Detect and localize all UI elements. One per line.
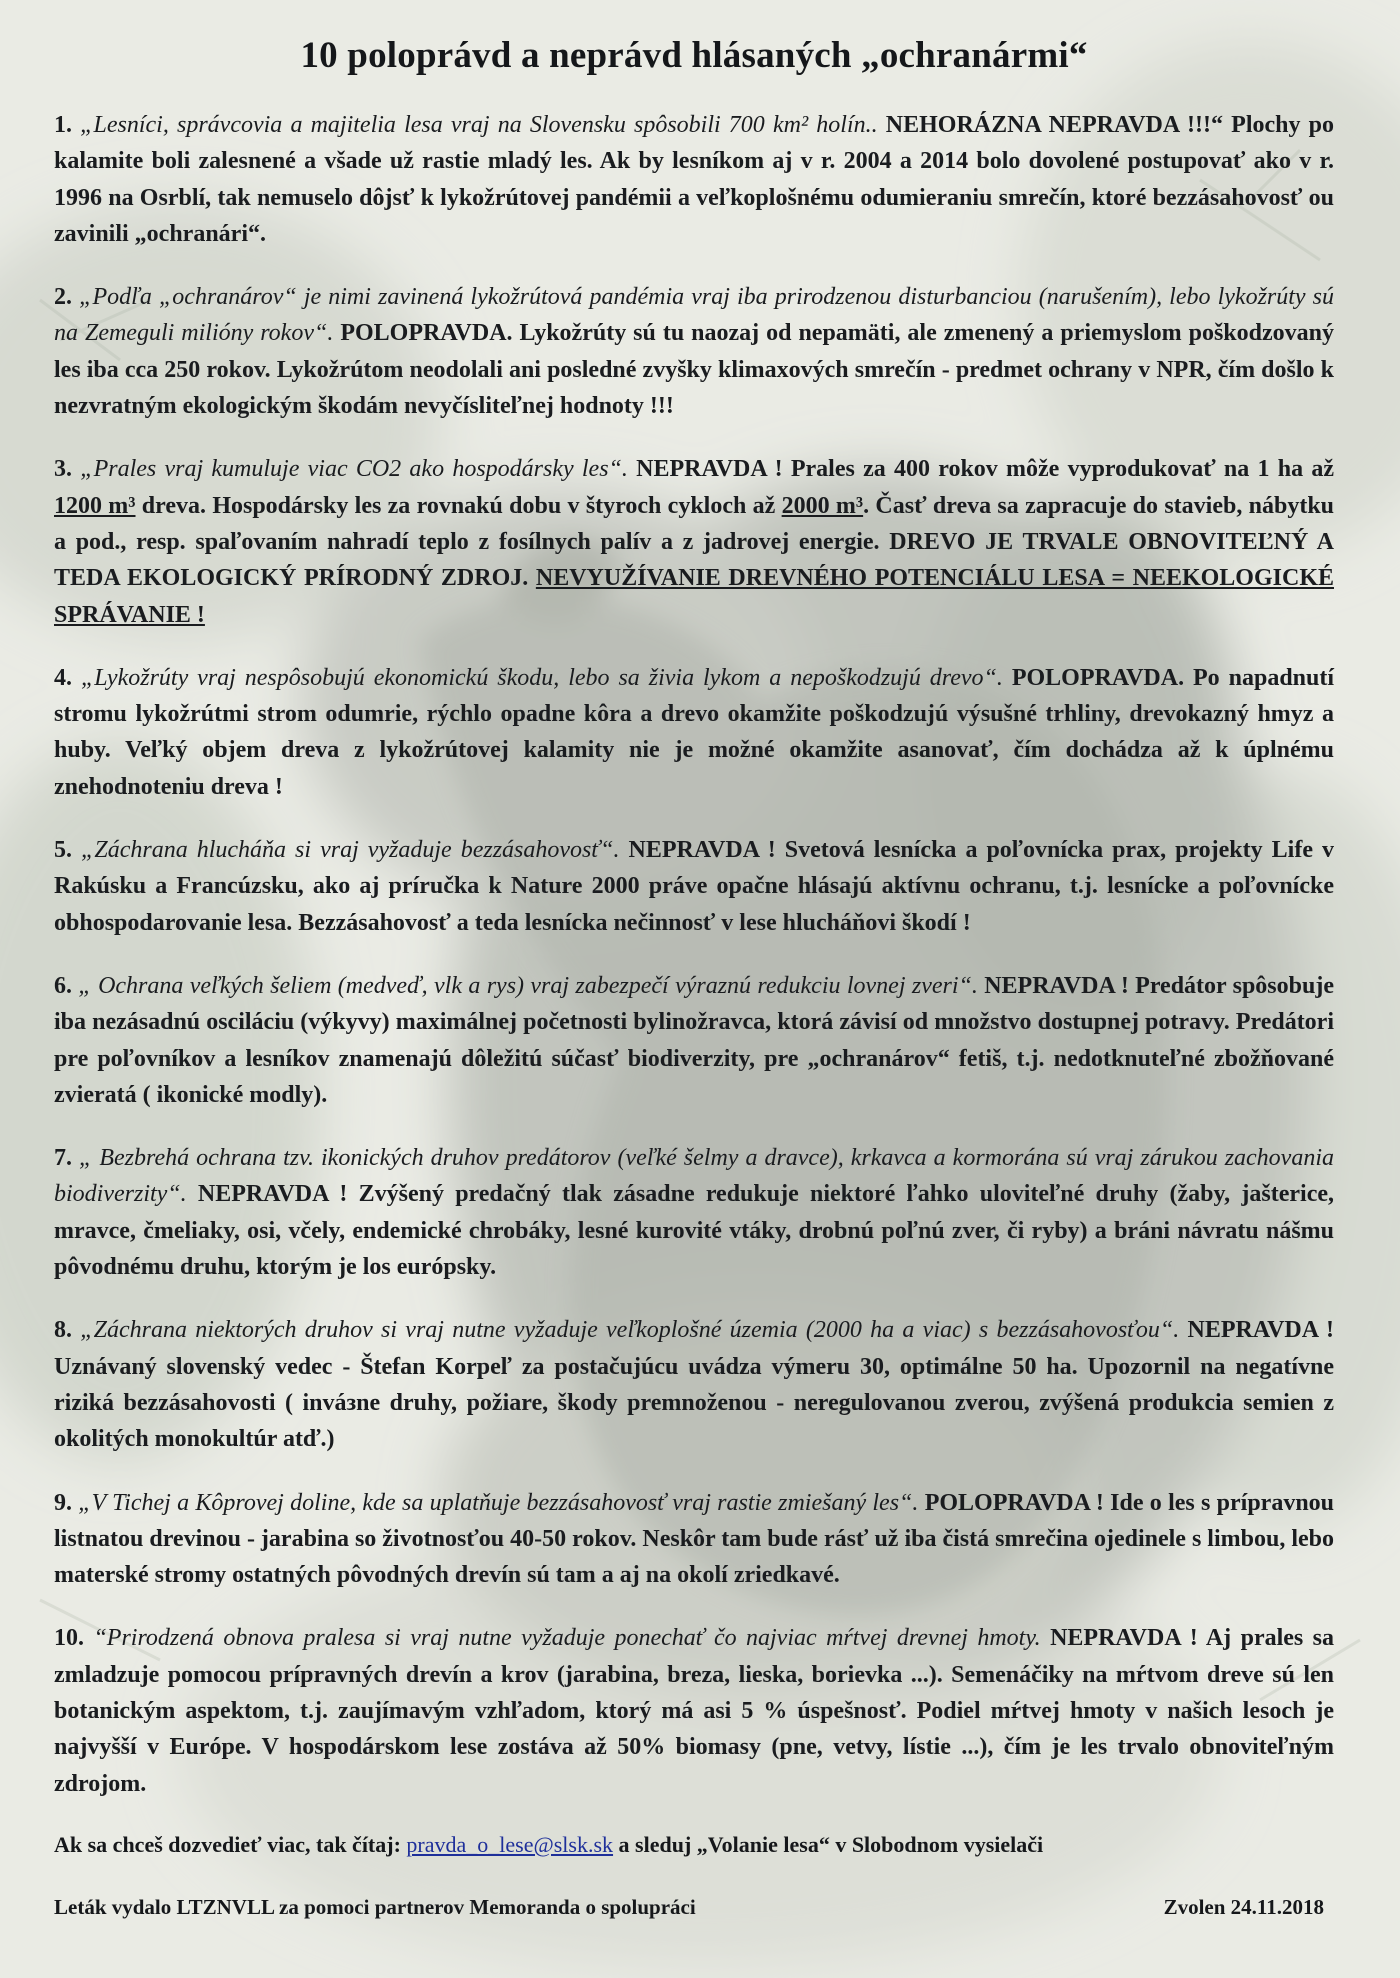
publisher-line [54,1895,1334,1920]
item-5 [54,832,1334,941]
rebuttal-text: NEPRAVDA ! Svetová lesnícka a poľovnícka prax, projekty Life v Rakúsku a Francúzsku, ako aj príručka k Nature 2000 práve opačne hlásajú aktívnu ochranu, t.j. lesnícke a poľovnícke obhospodarovanie lesa. Bezzásahovosť a teda lesnícka nečinnosť v lese hlucháňovi škodí ! [54,837,1334,936]
item-number: 3. [54,456,72,483]
rebuttal-text: NEPRAVDA ! Uznávaný slovenský vedec - Štefan Korpeľ za postačujúcu uvádza výmeru 30, optimálne 50 ha. Upozornil na negatívne riziká bezzásahovosti ( inváзne druhy, požiare, škody premnoženou - neregulovanou zverou, zvýšená produkcia semien z okolitých monokultúr atď.) [54,1317,1335,1453]
claim-quote: „Prales vraj kumuluje viac CO2 ako hospodársky les“. [80,456,628,483]
email-link[interactable]: pravda_o_lese@slsk.sk [406,1831,614,1857]
claim-quote: „V Tichej a Kôprovej doline, kde sa uplatňuje bezzásahovosť vraj rastie zmiešaný les“. [78,1489,919,1516]
page-title: 10 poloprávd a neprávd hlásaných „ochranármi“ [300,35,1088,76]
item-number: 9. [54,1489,72,1516]
rebuttal-text: dreva. Hospodársky les za rovnakú dobu v štyroch cykloch až [135,492,782,519]
claim-quote: „Záchrana niektorých druhov si vraj nutne vyžaduje veľkoplošné územia (2000 ha a viac) s bezzásahovosťou“. [80,1317,1180,1344]
item-number: 1. [54,112,72,138]
place-date: Zvolen 24.11.2018 [1163,1894,1324,1919]
item-7 [54,1140,1334,1285]
rebuttal-text: NEPRAVDA ! Predátor spôsobuje iba nezásadnú osciláciu (výkyvy) maximálnej početnosti bylinožravca, ktorá závisí od množstvo dostupnej potravy. Predátori pre poľovníkov a lesníkov znamenajú dôležitú súčasť biodiverzity, pre „ochranárov“ fetiš, t.j. nedotknuteľné zbožňované zvieratá ( ikonické modly). [54,972,1334,1108]
claim-quote: „Lesníci, správcovia a majitelia lesa vraj na Slovensku spôsobili 700 km² holín.. [80,112,878,138]
rebuttal-text: POLOPRAVDA. Po napadnutí stromu lykožrútmi strom odumrie, rýchlo opadne kôra a drevo okamžite poškodzujú výsušné trhliny, drevokazný hmyz a huby. Veľký objem dreva z lykožrútovej kalamity nie je možné okamžite asanovať, čím dochádza až k úplnému znehodnoteniu dreva ! [54,664,1335,800]
rebuttal-text: POLOPRAVDA. Lykožrúty sú tu naozaj od nepamäti, ale zmenený a priemyslom poškodzovaný les iba cca 250 rokov. Lykožrútom neodolali ani posledné zvyšky klimaxových smrečín - predmet ochrany v NPR, čím došlo k nezvratným ekologickým škodám nevyčísliteľnej hodnoty !!! [54,320,1334,420]
rebuttal-text: NEPRAVDA ! Zvýšený predačný tlak zásadne redukuje niektoré ľahko uloviteľné druhy (žaby, jašterice, mravce, čmeliaky, osi, včely, endemické chrobáky, lesné kurovité vtáky, drobnú poľnú zver, či ryby) a bráni návratu nášmu pôvodnému druhu, ktorým je los európsky. [54,1181,1334,1281]
item-6 [54,968,1334,1113]
item-number: 10. [54,1625,84,1652]
claim-quote: “Prirodzená obnova pralesa si vraj nutne vyžaduje ponechať čo najviac mŕtvej drevnej hmoty. [93,1625,1041,1652]
claim-quote: „ Bezbrehá ochrana tzv. ikonických druhov predátorov (veľké šelmy a dravce), krkavca a kormorána sú vraj zárukou zachovania biodiverzity“. [54,1145,1335,1208]
underlined-slogan: NEVYUŽÍVANIE DREVNÉHO POTENCIÁLU LESA = NEEKOLOGICKÉ SPRÁVANIE ! [54,565,1334,628]
rebuttal-text: . Časť dreva sa zapracuje do stavieb, nábytku a pod., resp. spaľovaním nahradí teplo z fosílnych palív a z jadrovej energie. DREVO JE TRVALE OBNOVITEĽNÝ A TEDA EKOLOGICKÝ PRÍRODNÝ ZDROJ. [54,492,1335,592]
item-number: 5. [54,837,72,864]
item-number: 6. [54,972,72,999]
more-info-line [54,1829,1334,1861]
claim-quote: „Podľa „ochranárov“ je nimi zavinená lykožrútová pandémia vraj iba prirodzenou disturbanciou (narušením), lebo lykožrúty sú na Zemeguli milióny rokov“. [54,284,1335,347]
rebuttal-text: NEHORÁZNA NEPRAVDA !!!“ Plochy po kalamite boli zalesnené a všade už rastie mladý les. Ak by lesníkom aj v r. 2004 a 2014 bolo dovolené postupovať ako v r. 1996 na Osrblí, tak nemuselo dôjsť k lykožrútovej pandémii a veľkoplošnému odumieraniu smrečín, ktoré bezzásahovosť ou zavinili „ochranári“. [54,112,1334,247]
rebuttal-text: NEPRAVDA ! Prales za 400 rokov môže vyprodukovať na 1 ha až [627,456,1335,483]
item-4 [54,660,1334,805]
publisher-text: Leták vydalo LTZNVLL za pomoci partnerov Memoranda o spolupráci [54,1894,696,1919]
item-number: 4. [54,664,72,691]
more-info-text: Ak sa chceš dozvedieť viac, tak čítaj: [54,1831,407,1857]
underlined-value: 1200 m³ [54,492,136,519]
underlined-value: 2000 m³ [781,492,864,519]
item-9 [54,1485,1334,1594]
item-1 [54,107,1334,252]
item-number: 7. [54,1145,72,1172]
claim-quote: „Lykožrúty vraj nespôsobujú ekonomickú škodu, lebo sa živia lykom a nepoškodzujú drevo“. [80,664,1003,691]
item-number: 8. [54,1317,72,1344]
item-10 [54,1620,1334,1801]
item-8 [54,1312,1334,1457]
rebuttal-text: POLOPRAVDA ! Ide o les s prípravnou listnatou drevinou - jarabina so životnosťou 40-50 rokov. Neskôr tam bude rásť už iba čistá smrečina ojedinele s limbou, lebo materské stromy ostatných pôvodných drevín sú tam a aj na okolí zriedkavé. [54,1489,1335,1589]
claim-quote: „ Ochrana veľkých šeliem (medveď, vlk a rys) vraj zabezpečí výraznú redukciu lovnej zveri“. [78,972,978,999]
rebuttal-text: NEPRAVDA ! Aj prales sa zmladzuje pomocou prípravných drevín a krov (jarabina, breza, lieska, borievka ...). Semenáčiky na mŕtvom dreve sú len botanickým aspektom, t.j. zaujímavým vzhľadom, ktorý má asi 5 % úspešnosť. Podiel mŕtvej hmoty v našich lesoch je najvyšší v Európe. V hospodárskom lese zostáva až 50% biomasy (pne, vetvy, lístie ...), čím je les trvalo obnoviteľným zdrojom. [54,1625,1335,1797]
claim-quote: „Záchrana hlucháňa si vraj vyžaduje bezzásahovosť“. [81,837,620,864]
item-2 [54,279,1334,424]
item-3 [54,451,1334,632]
more-info-text-tail: a sleduj „Volanie lesa“ v Slobodnom vysielači [613,1831,1044,1857]
item-number: 2. [54,284,72,311]
